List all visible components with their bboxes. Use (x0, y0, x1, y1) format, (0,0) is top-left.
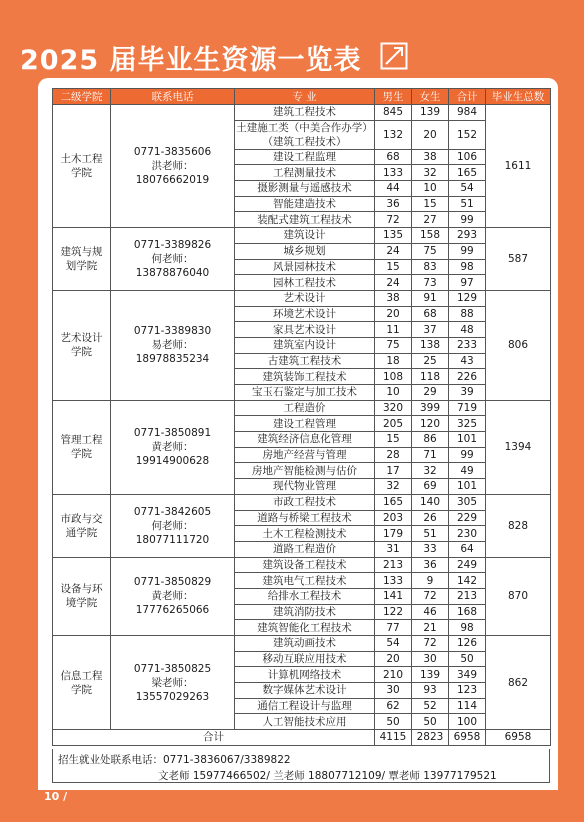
totals-grand: 6958 (486, 730, 551, 746)
female-count: 15 (412, 196, 449, 212)
male-count: 32 (375, 479, 412, 495)
male-count: 24 (375, 243, 412, 259)
sum-count: 168 (449, 604, 486, 620)
sum-count: 88 (449, 306, 486, 322)
table-row (53, 557, 551, 573)
sum-count: 293 (449, 228, 486, 244)
male-count: 15 (375, 259, 412, 275)
major-name: 宝玉石鉴定与加工技术 (235, 385, 375, 401)
major-name: 市政工程技术 (235, 494, 375, 510)
major-name: 建筑设计 (235, 228, 375, 244)
major-name: 计算机网络技术 (235, 667, 375, 683)
female-count: 10 (412, 181, 449, 197)
table-row (53, 228, 551, 244)
male-count: 20 (375, 651, 412, 667)
sum-count: 99 (449, 243, 486, 259)
male-count: 44 (375, 181, 412, 197)
sum-count: 233 (449, 337, 486, 353)
female-count: 120 (412, 416, 449, 432)
major-name: 古建筑工程技术 (235, 353, 375, 369)
department-name: 艺术设计 学院 (53, 290, 111, 400)
major-name: 通信工程设计与监理 (235, 698, 375, 714)
male-count: 165 (375, 494, 412, 510)
female-count: 50 (412, 714, 449, 730)
male-count: 31 (375, 541, 412, 557)
major-name: 数字媒体艺术设计 (235, 683, 375, 699)
female-count: 36 (412, 557, 449, 573)
column-header: 专 业 (235, 89, 375, 105)
sum-count: 126 (449, 636, 486, 652)
male-count: 203 (375, 510, 412, 526)
female-count: 138 (412, 337, 449, 353)
female-count: 118 (412, 369, 449, 385)
table-row (53, 105, 551, 121)
department-name: 信息工程 学院 (53, 636, 111, 730)
department-name: 土木工程 学院 (53, 105, 111, 228)
male-count: 54 (375, 636, 412, 652)
major-name: 建筑工程技术 (235, 105, 375, 121)
table-row (53, 400, 551, 416)
sum-count: 249 (449, 557, 486, 573)
female-count: 25 (412, 353, 449, 369)
major-name: 移动互联应用技术 (235, 651, 375, 667)
sum-count: 100 (449, 714, 486, 730)
sum-count: 50 (449, 651, 486, 667)
male-count: 132 (375, 120, 412, 149)
sum-count: 123 (449, 683, 486, 699)
major-name: 给排水工程技术 (235, 588, 375, 604)
female-count: 20 (412, 120, 449, 149)
male-count: 15 (375, 432, 412, 448)
sum-count: 226 (449, 369, 486, 385)
female-count: 32 (412, 165, 449, 181)
male-count: 62 (375, 698, 412, 714)
sum-count: 99 (449, 447, 486, 463)
department-contact: 0771-3835606 洪老师： 18076662019 (111, 105, 235, 228)
female-count: 33 (412, 541, 449, 557)
major-name: 园林工程技术 (235, 275, 375, 291)
male-count: 108 (375, 369, 412, 385)
female-count: 46 (412, 604, 449, 620)
male-count: 20 (375, 306, 412, 322)
page-title: 2025 届毕业生资源一览表 (20, 45, 362, 76)
male-count: 30 (375, 683, 412, 699)
sum-count: 51 (449, 196, 486, 212)
sum-count: 98 (449, 620, 486, 636)
major-name: 土建施工类（中美合作办学） （建筑工程技术） (236, 121, 373, 148)
totals-female: 2823 (412, 730, 449, 746)
female-count: 68 (412, 306, 449, 322)
male-count: 72 (375, 212, 412, 228)
totals-label: 合计 (53, 730, 375, 746)
department-total: 587 (486, 228, 551, 291)
table-row (53, 494, 551, 510)
department-name: 设备与环 境学院 (53, 557, 111, 635)
female-count: 71 (412, 447, 449, 463)
major-name: 家具艺术设计 (235, 322, 375, 338)
male-count: 133 (375, 165, 412, 181)
male-count: 122 (375, 604, 412, 620)
male-count: 18 (375, 353, 412, 369)
major-name: 艺术设计 (235, 290, 375, 306)
department-name: 市政与交 通学院 (53, 494, 111, 557)
major-name: 城乡规划 (235, 243, 375, 259)
sum-count: 719 (449, 400, 486, 416)
major-name: 房地产智能检测与估价 (235, 463, 375, 479)
male-count: 210 (375, 667, 412, 683)
department-contact: 0771-3842605 何老师： 18077111720 (111, 494, 235, 557)
male-count: 75 (375, 337, 412, 353)
major-name: 房地产经营与管理 (235, 447, 375, 463)
female-count: 26 (412, 510, 449, 526)
male-count: 77 (375, 620, 412, 636)
female-count: 32 (412, 463, 449, 479)
diagonal-arrow-box-icon (380, 42, 408, 70)
totals-male: 4115 (375, 730, 412, 746)
graduate-table (52, 88, 551, 746)
sum-count: 48 (449, 322, 486, 338)
male-count: 845 (375, 105, 412, 121)
sum-count: 213 (449, 588, 486, 604)
major-name: 建筑智能化工程技术 (235, 620, 375, 636)
totals-row (53, 730, 551, 746)
column-header: 合计 (449, 89, 486, 105)
female-count: 140 (412, 494, 449, 510)
female-count: 83 (412, 259, 449, 275)
sum-count: 230 (449, 526, 486, 542)
female-count: 139 (412, 667, 449, 683)
department-contact: 0771-3850825 梁老师： 13557029263 (111, 636, 235, 730)
department-total: 870 (486, 557, 551, 635)
department-contact: 0771-3389826 何老师： 13878876040 (111, 228, 235, 291)
major-name: 环境艺术设计 (235, 306, 375, 322)
major-name: 智能建造技术 (235, 196, 375, 212)
department-name: 建筑与规 划学院 (53, 228, 111, 291)
sum-count: 152 (449, 120, 486, 149)
sum-count: 54 (449, 181, 486, 197)
male-count: 141 (375, 588, 412, 604)
female-count: 30 (412, 651, 449, 667)
major-name: 建筑装饰工程技术 (235, 369, 375, 385)
sum-count: 49 (449, 463, 486, 479)
female-count: 75 (412, 243, 449, 259)
male-count: 24 (375, 275, 412, 291)
sum-count: 64 (449, 541, 486, 557)
sum-count: 39 (449, 385, 486, 401)
department-total: 1611 (486, 105, 551, 228)
major-name: 装配式建筑工程技术 (235, 212, 375, 228)
female-count: 158 (412, 228, 449, 244)
department-total: 828 (486, 494, 551, 557)
female-count: 91 (412, 290, 449, 306)
female-count: 73 (412, 275, 449, 291)
department-total: 1394 (486, 400, 551, 494)
department-total: 862 (486, 636, 551, 730)
sum-count: 325 (449, 416, 486, 432)
column-header: 女生 (412, 89, 449, 105)
female-count: 37 (412, 322, 449, 338)
sum-count: 129 (449, 290, 486, 306)
table-row (53, 636, 551, 652)
sum-count: 99 (449, 212, 486, 228)
male-count: 38 (375, 290, 412, 306)
department-contact: 0771-3850829 黄老师： 17776265066 (111, 557, 235, 635)
column-header: 男生 (375, 89, 412, 105)
male-count: 17 (375, 463, 412, 479)
female-count: 51 (412, 526, 449, 542)
sum-count: 142 (449, 573, 486, 589)
major-name: 现代物业管理 (235, 479, 375, 495)
female-count: 72 (412, 588, 449, 604)
sum-count: 43 (449, 353, 486, 369)
male-count: 36 (375, 196, 412, 212)
male-count: 68 (375, 149, 412, 165)
major-name: 建筑室内设计 (235, 337, 375, 353)
male-count: 50 (375, 714, 412, 730)
male-count: 179 (375, 526, 412, 542)
male-count: 135 (375, 228, 412, 244)
major-name: 风景园林技术 (235, 259, 375, 275)
sum-count: 165 (449, 165, 486, 181)
table-row (53, 290, 551, 306)
female-count: 93 (412, 683, 449, 699)
male-count: 205 (375, 416, 412, 432)
male-count: 320 (375, 400, 412, 416)
column-header: 毕业生总数 (486, 89, 551, 105)
major-name: 土木工程检测技术 (235, 526, 375, 542)
sum-count: 101 (449, 432, 486, 448)
footer-contact-line: 招生就业处联系电话：0771-3836067/3389822 (58, 754, 291, 766)
sum-count: 114 (449, 698, 486, 714)
major-name: 道路与桥梁工程技术 (235, 510, 375, 526)
major-name: 建筑消防技术 (235, 604, 375, 620)
male-count: 28 (375, 447, 412, 463)
major-name: 建筑电气工程技术 (235, 573, 375, 589)
column-header: 二级学院 (53, 89, 111, 105)
sum-count: 305 (449, 494, 486, 510)
female-count: 399 (412, 400, 449, 416)
female-count: 139 (412, 105, 449, 121)
page-number: 10 / (44, 790, 68, 803)
sum-count: 101 (449, 479, 486, 495)
female-count: 52 (412, 698, 449, 714)
major-name: 工程测量技术 (235, 165, 375, 181)
male-count: 11 (375, 322, 412, 338)
totals-sum: 6958 (449, 730, 486, 746)
male-count: 10 (375, 385, 412, 401)
sum-count: 229 (449, 510, 486, 526)
table-header-row (53, 89, 551, 105)
department-total: 806 (486, 290, 551, 400)
male-count: 213 (375, 557, 412, 573)
major-name: 工程造价 (235, 400, 375, 416)
department-name: 管理工程 学院 (53, 400, 111, 494)
female-count: 72 (412, 636, 449, 652)
female-count: 9 (412, 573, 449, 589)
female-count: 86 (412, 432, 449, 448)
female-count: 38 (412, 149, 449, 165)
major-name: 建筑设备工程技术 (235, 557, 375, 573)
female-count: 29 (412, 385, 449, 401)
major-name: 建筑动画技术 (235, 636, 375, 652)
department-contact: 0771-3850891 黄老师： 19914900628 (111, 400, 235, 494)
female-count: 69 (412, 479, 449, 495)
sum-count: 106 (449, 149, 486, 165)
department-contact: 0771-3389830 易老师： 18978835234 (111, 290, 235, 400)
major-name: 人工智能技术应用 (235, 714, 375, 730)
female-count: 21 (412, 620, 449, 636)
major-name: 建设工程管理 (235, 416, 375, 432)
sum-count: 349 (449, 667, 486, 683)
sum-count: 98 (449, 259, 486, 275)
major-name: 建筑经济信息化管理 (235, 432, 375, 448)
footer-teachers-line: 文老师 15977466502/ 兰老师 18807712109/ 覃老师 13977179521 (158, 770, 497, 782)
sum-count: 984 (449, 105, 486, 121)
column-header: 联系电话 (111, 89, 235, 105)
major-name: 建设工程监理 (235, 149, 375, 165)
sum-count: 97 (449, 275, 486, 291)
major-name: 道路工程造价 (235, 541, 375, 557)
male-count: 133 (375, 573, 412, 589)
major-name: 摄影测量与遥感技术 (235, 181, 375, 197)
female-count: 27 (412, 212, 449, 228)
